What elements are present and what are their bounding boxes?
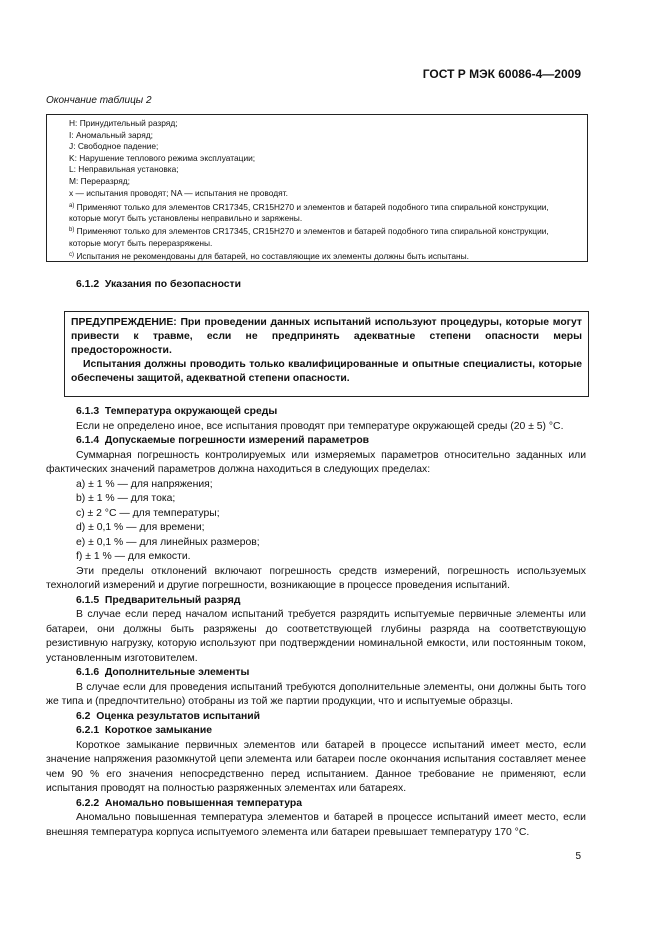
section-heading-6-2-2: 6.2.2 Аномально повышенная температура — [76, 797, 303, 809]
section-heading-6-2-1: 6.2.1 Короткое замыкание — [76, 725, 212, 736]
table-legend-box — [46, 114, 588, 262]
section-heading-6-1-3: 6.1.3 Температура окружающей среды — [76, 406, 278, 417]
main-body — [46, 405, 586, 840]
list-item: c) ± 2 °С — для температуры; — [76, 507, 220, 519]
list-item: e) ± 0,1 % — для линейных размеров; — [76, 536, 260, 548]
section-heading-6-1-6: 6.1.6 Дополнительные элементы — [76, 667, 250, 678]
legend-item: M: Переразряд; — [69, 175, 130, 186]
legend-item: H: Принудительный разряд; — [69, 118, 178, 128]
list-item: d) ± 0,1 % — для времени; — [76, 522, 205, 533]
list-item: f) ± 1 % — для емкости. — [76, 551, 191, 562]
paragraph: Аномально повышенная температура элементов и батарей в процессе испытаний имеет место, если внешняя температура корпуса испытуемого элемента или батареи превышает температуру 170 °С. — [46, 812, 586, 838]
legend-item: J: Свободное падение; — [69, 141, 159, 152]
paragraph: Короткое замыкание первичных элементов или батарей в процессе испытаний имеет место, если значение напряжения разомкнутой цепи элемента или батареи после окончания испытания составляет менее чем 90 % его значения непосредственно перед испытанием. Данное требование не применяют, если испытания проводят на полностью разряженных элементах или батареях. — [46, 739, 586, 794]
paragraph: В случае если для проведения испытаний требуются дополнительные элементы, они должны быть того же типа и (предпочтительно) отобраны из той же партии продукции, что и испытуемые образцы. — [46, 681, 586, 707]
paragraph: Эти пределы отклонений включают погрешность средств измерений, погрешность используемых технологий измерений и другие погрешности, возникающие в процессе проведения испытаний. — [46, 565, 586, 591]
list-item: b) ± 1 % — для тока; — [76, 493, 176, 504]
legend-item: K: Нарушение теплового режима эксплуатации; — [69, 152, 256, 163]
warning-text: ПРЕДУПРЕЖДЕНИЕ: При проведении данных испытаний используют процедуры, которые могут привести к травме, если не предпринять адекватные степени опасности меры предосторожности. — [71, 317, 582, 356]
safety-warning-box — [64, 311, 589, 397]
section-heading-6-1-2: 6.1.2 Указания по безопасности — [76, 279, 242, 290]
page-header: ГОСТ Р МЭК 60086-4—2009 — [422, 67, 581, 81]
legend-item: I: Аномальный заряд; — [69, 129, 153, 140]
legend-notes — [69, 201, 581, 263]
paragraph: Если не определено иное, все испытания проводят при температуре окружающей среды (20 ± 5) °С. — [76, 420, 564, 432]
legend-item: x — испытания проводят; NA — испытания не проводят. — [69, 187, 288, 198]
list-item: a) ± 1 % — для напряжения; — [76, 478, 213, 490]
warning-text: Испытания должны проводить только квалифицированные и опытные специалисты, которые обеспечены защитой, адекватной степени опасности. — [71, 359, 582, 384]
section-heading-6-2: 6.2 Оценка результатов испытаний — [76, 710, 261, 722]
table-caption: Окончание таблицы 2 — [46, 95, 152, 106]
paragraph: В случае если перед началом испытаний требуется разрядить испытуемые первичные элементы или батареи, они должны быть разряжены до соответствующей глубины разряда на соответствующую резистивную нагрузку, которую используют при подтверждении номинальной емкости, или постоянным током, установленным изготовителем. — [46, 609, 586, 664]
footnote-c: $^{c)}$ Испытания не рекомендованы для батарей, но составляющие их элементы должны быть испытаны. — [69, 250, 469, 261]
page-number: 5 — [575, 851, 581, 862]
section-heading-6-1-4: 6.1.4 Допускаемые погрешности измерений параметров — [76, 435, 370, 446]
footnote-a: $^{a)}$ Применяют только для элементов CR17345, CR15H270 и элементов и батарей подобного типа спиральной конструкции, которые могут быть установлены неправильно и заряжены. — [69, 202, 549, 224]
footnote-b: $^{b)}$ Применяют только для элементов CR17345, CR15H270 и элементов и батарей подобного типа спиральной конструкции, которые могут быть переразряжены. — [69, 226, 549, 248]
legend-item: L: Неправильная установка; — [69, 164, 179, 175]
paragraph: Суммарная погрешность контролируемых или измеряемых параметров относительно заданных или фактических значений параметров должна находиться в следующих пределах: — [46, 449, 586, 475]
section-heading-6-1-5: 6.1.5 Предварительный разряд — [76, 594, 241, 606]
legend-items — [69, 118, 581, 199]
